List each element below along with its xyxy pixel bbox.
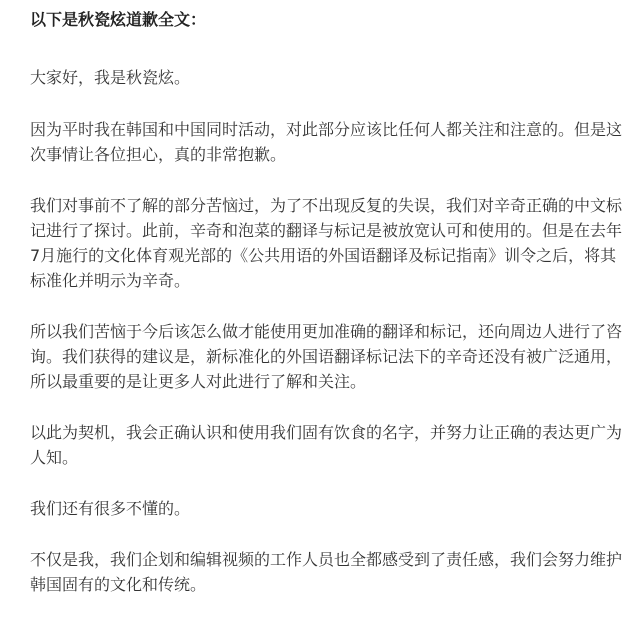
paragraph-greeting: 大家好，我是秋瓷炫。 (30, 68, 191, 87)
paragraph-consultation: 所以我们苦恼于今后该怎么做才能使用更加准确的翻译和标记，还向周边人进行了咨询。我们获得的建议是，新标准化的外国语翻译标记法下的辛奇还没有被广泛通用，所以最重要的是让更多人对此进行了解和关注。 (30, 322, 623, 391)
paragraph-responsibility: 不仅是我，我们企划和编辑视频的工作人员也全都感受到了责任感，我们会努力维护韩国固有的文化和传统。 (30, 550, 623, 594)
document-title: 以下是秋瓷炫道歉全文： (30, 10, 207, 29)
paragraph-apology: 因为平时我在韩国和中国同时活动，对此部分应该比任何人都关注和注意的。但是这次事情让各位担心，真的非常抱歉。 (30, 120, 623, 164)
paragraph-translation-discussion: 我们对事前不了解的部分苦恼过，为了不出现反复的失误，我们对辛奇正确的中文标记进行了探讨。此前，辛奇和泡菜的翻译与标记是被放宽认可和使用的。但是在去年7月施行的文化体育观光部的《公共用语的外国语翻译及标记指南》训令之后，将其标准化并明示为辛奇。 (30, 196, 623, 290)
paragraph-commitment: 以此为契机，我会正确认识和使用我们固有饮食的名字，并努力让正确的表达更广为人知。 (30, 423, 623, 467)
paragraph-humility: 我们还有很多不懂的。 (30, 499, 191, 518)
